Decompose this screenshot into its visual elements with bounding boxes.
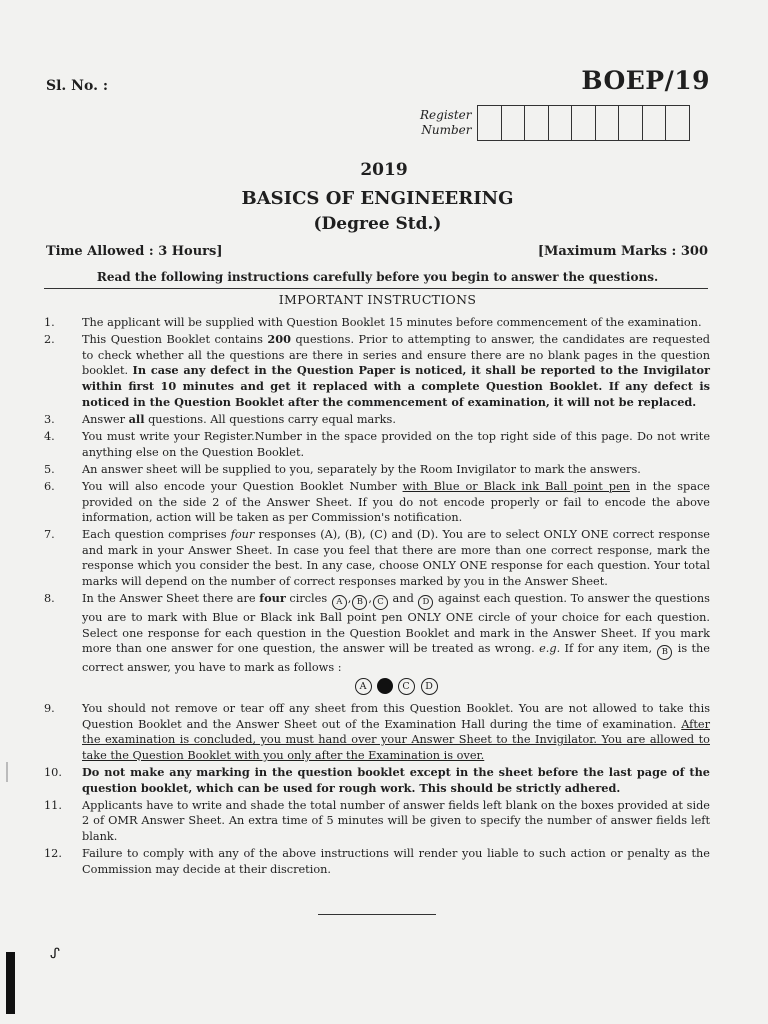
register-digit-box[interactable] <box>619 106 643 140</box>
booklet-code: BOEP/19 <box>581 66 710 95</box>
option-b-circle-icon: B <box>352 595 367 610</box>
answer-marking-example <box>82 678 710 695</box>
binding-edge-mark <box>6 952 15 1014</box>
option-c-circle-icon: C <box>398 678 415 695</box>
register-digit-box[interactable] <box>666 106 689 140</box>
exam-standard: (Degree Std.) <box>313 214 442 234</box>
option-b-circle-icon: B <box>657 645 672 660</box>
exam-year: 2019 <box>360 160 408 180</box>
footer-symbol: ᔑ <box>50 946 60 962</box>
serial-number-label: Sl. No. : <box>46 78 108 94</box>
instruction-item: 4. You must write your Register.Number in the space provided on the top right side of this page. Do not write anything else on the Question Booklet. <box>44 429 710 459</box>
divider <box>44 288 708 289</box>
maximum-marks: [Maximum Marks : 300 <box>537 244 708 259</box>
option-d-circle-icon: D <box>421 678 438 695</box>
filled-circle-icon <box>377 678 393 694</box>
register-digit-box[interactable] <box>478 106 502 140</box>
instruction-item: 9. You should not remove or tear off any sheet from this Question Booklet. You are not allowed to take this Question Booklet and the Answer Sheet out of the Examination Hall during the time of examination. After the examination is concluded, you must hand over your Answer Sheet to the Invigilator. You are allowed to take the Question Booklet with you only after the Examination is over. <box>44 702 710 762</box>
register-digit-box[interactable] <box>525 106 549 140</box>
instruction-item: 8. In the Answer Sheet there are four circles A , B , C and D against each question. To answer the questions you are to mark with Blue or Black ink Ball point pen ONLY ONE circle of your choice for each question. Select one response for each question in the Question Booklet and mark in the Answer Sheet. If you mark more than one answer for one question, the answer will be treated as wrong. e.g. If for any item, B is the correct answer, you have to mark as follows : <box>44 591 710 675</box>
time-allowed: Time Allowed : 3 Hours] <box>46 244 223 259</box>
end-divider <box>318 914 436 915</box>
instruction-item: 2. This Question Booklet contains 200 questions. Prior to attempting to answer, the candidates are requested to check whether all the questions are there in series and ensure there are no blank pages in the question booklet. In case any defect in the Question Paper is noticed, it shall be reported to the Invigilator within first 10 minutes and get it replaced with a complete Question Booklet. If any defect is noticed in the Question Booklet after the commencement of examination, it will not be replaced. <box>44 332 710 409</box>
option-d-circle-icon: D <box>418 595 433 610</box>
register-digit-box[interactable] <box>572 106 596 140</box>
read-instructions-line: Read the following instructions carefully before you begin to answer the questions. <box>96 270 659 284</box>
exam-subject: BASICS OF ENGINEERING <box>241 188 514 209</box>
instruction-item: 11. Applicants have to write and shade the total number of answer fields left blank on the boxes provided at side 2 of OMR Answer Sheet. An extra time of 5 minutes will be given to specify the number of answer fields left blank. <box>44 798 710 843</box>
instruction-item: 1. The applicant will be supplied with Question Booklet 15 minutes before commencement of the examination. <box>44 316 702 329</box>
option-c-circle-icon: C <box>373 595 388 610</box>
instructions-heading: IMPORTANT INSTRUCTIONS <box>278 292 477 307</box>
register-digit-box[interactable] <box>596 106 620 140</box>
instruction-item: 5. An answer sheet will be supplied to you, separately by the Room Invigilator to mark the answers. <box>44 462 641 476</box>
instruction-item: 3. Answer all questions. All questions carry equal marks. <box>44 411 396 426</box>
register-number-block <box>420 105 690 141</box>
option-a-circle-icon: A <box>355 678 372 695</box>
instruction-item: 12. Failure to comply with any of the above instructions will render you liable to such action or penalty as the Commission may decide at their discretion. <box>44 847 710 876</box>
scan-mark <box>6 762 8 782</box>
register-digit-box[interactable] <box>502 106 526 140</box>
instruction-item: 10. Do not make any marking in the question booklet except in the sheet before the last page of the question booklet, which can be used for rough work. This should be strictly adhered. <box>44 765 710 795</box>
register-number-boxes <box>477 105 690 141</box>
instructions-list <box>44 315 710 879</box>
register-digit-box[interactable] <box>549 106 573 140</box>
register-number-label: Register Number <box>420 108 472 137</box>
instruction-item: 7. Each question comprises four responses (A), (B), (C) and (D). You are to select ONLY ONE correct response and mark in your Answer Sheet. In case you feel that there are more than one correct response, mark the response which you consider the best. In any case, choose ONLY ONE response for each question. Your total marks will depend on the number of correct responses marked by you in the Answer Sheet. <box>44 528 710 589</box>
instruction-item: 6. You will also encode your Question Booklet Number with Blue or Black ink Ball point pen in the space provided on the side 2 of the Answer Sheet. If you do not encode properly or fail to encode the above information, action will be taken as per Commission's notification. <box>44 479 710 525</box>
register-digit-box[interactable] <box>643 106 667 140</box>
option-a-circle-icon: A <box>332 595 347 610</box>
